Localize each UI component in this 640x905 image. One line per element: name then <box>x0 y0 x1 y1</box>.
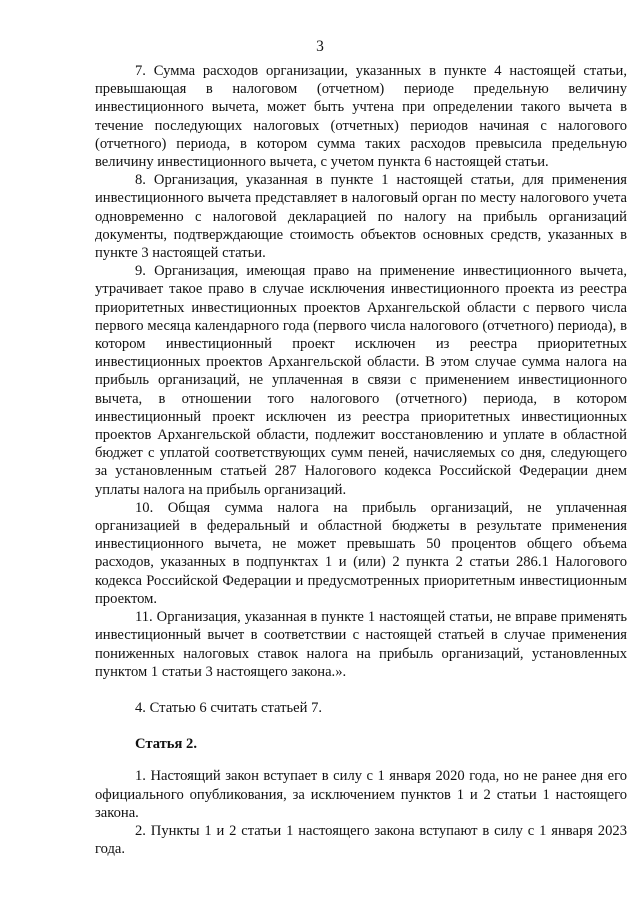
paragraph-9: 9. Организация, имеющая право на применение инвестиционного вычета, утрачивает такое право в случае исключения инвестиционного проекта из реестра приоритетных инвестиционных проектов Архангельской области с первого числа первого месяца календарного года (первого числа налогового (отчетного) периода), в котором инвестиционный проект исключен из реестра приоритетных инвестиционных проектов Архангельской области. В этом случае сумма налога на прибыль организаций, не уплаченная в связи с применением инвестиционного вычета, в отношении того налогового (отчетного) периода, в котором инвестиционный проект исключен из реестра приоритетных инвестиционных проектов Архангельской области, подлежит восстановлению и уплате в областной бюджет с уплатой соответствующих сумм пеней, начисляемых со дня, следующего за установленным статьей 287 Налогового кодекса Российской Федерации днем уплаты налога на прибыль организаций. <box>95 263 627 498</box>
item-4-paragraph: 4. Статью 6 считать статьей 7. <box>135 699 323 716</box>
page-number: 3 <box>316 38 324 55</box>
article-2-paragraph-2: 2. Пункты 1 и 2 статьи 1 настоящего закона вступают в силу с 1 января 2023 года. <box>95 822 627 858</box>
article-2-heading: Статья 2. <box>135 736 197 753</box>
paragraph-11: 11. Организация, указанная в пункте 1 настоящей статьи, не вправе применять инвестиционный вычет в соответствии с настоящей статьей в случае применения пониженных налоговых ставок налога на прибыль организаций, установленных пунктом 1 статьи 3 настоящего закона.». <box>95 609 627 680</box>
paragraph-7: 7. Сумма расходов организации, указанных в пункте 4 настоящей статьи, превышающая в налоговом (отчетном) периоде предельную величину инвестиционного вычета, может быть учтена при определении такого вычета в течение последующих налоговых (отчетных) периодов начиная с налогового (отчетного) периода, в котором сумма таких расходов превысила предельную величину инвестиционного вычета, с учетом пункта 6 настоящей статьи. <box>95 63 627 171</box>
spacer <box>95 753 627 767</box>
paragraph-10: 10. Общая сумма налога на прибыль организаций, не уплаченная организацией в федеральный и областной бюджеты в результате применения инвестиционного вычета, не может превышать 50 процентов общего объема расходов, указанных в подпунктах 1 и (или) 2 пункта 2 статьи 286.1 Налогового кодекса Российской Федерации и предусмотренных приоритетным инвестиционным проектом. <box>95 499 627 607</box>
spacer <box>95 717 627 735</box>
paragraph-8: 8. Организация, указанная в пункте 1 настоящей статьи, для применения инвестиционного вычета представляет в налоговый орган по месту налогового учета одновременно с налоговой декларацией по налогу на прибыль организаций документы, подтверждающие стоимость объектов основных средств, указанных в пункте 3 настоящей статьи. <box>95 172 627 262</box>
document-body <box>95 62 627 858</box>
article-2-paragraph-1: 1. Настоящий закон вступает в силу с 1 января 2020 года, но не ранее дня его официального опубликования, за исключением пунктов 1 и 2 статьи 1 настоящего закона. <box>95 768 627 821</box>
spacer <box>95 681 627 699</box>
